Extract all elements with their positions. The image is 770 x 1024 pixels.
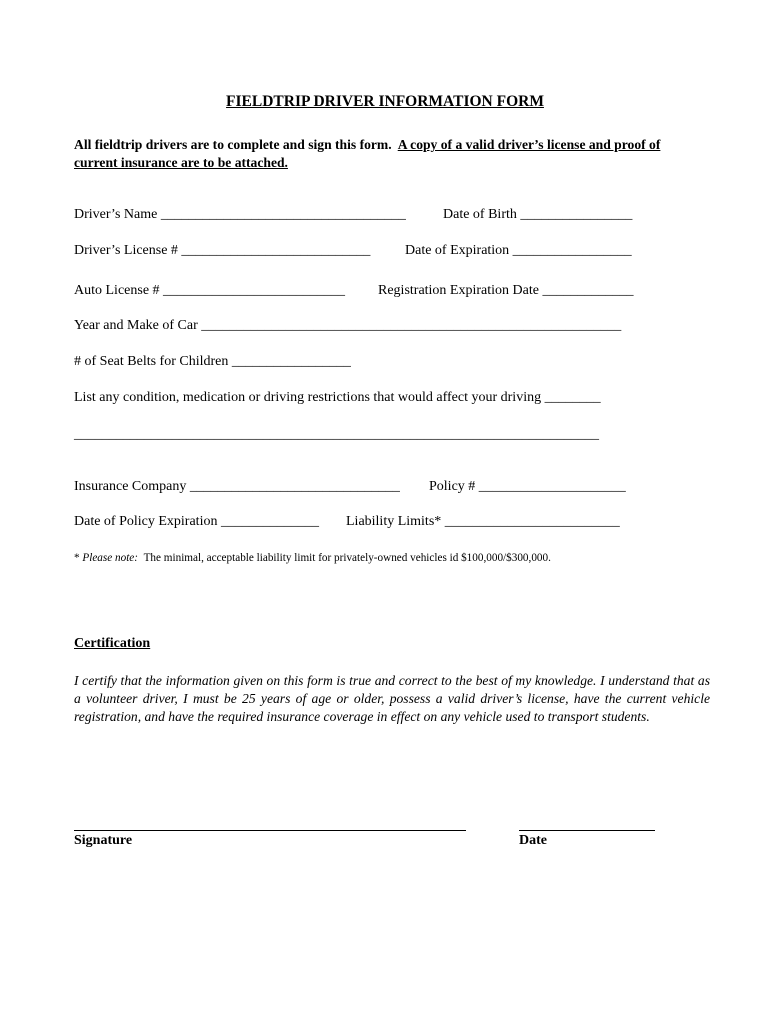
policy-number-field[interactable]: Policy # _____________________	[429, 479, 626, 494]
liability-note	[74, 552, 551, 564]
intro-attachment-requirement: A copy of a valid driver’s license and proof of current insurance are to be attached.	[74, 137, 661, 170]
drivers-name-field[interactable]: Driver’s Name ___________________________________	[74, 207, 406, 222]
signature-line[interactable]	[74, 830, 466, 831]
certification-statement: I certify that the information given on this form is true and correct to the best of my knowledge. I understand that as a volunteer driver, I must be 25 years of age or older, possess a valid driver’s license, have the current vehicle registration, and have the required insurance coverage in effect on any vehicle used to transport students.	[74, 673, 710, 724]
date-of-expiration-field[interactable]: Date of Expiration _________________	[405, 243, 632, 258]
certification-heading: Certification	[74, 636, 151, 651]
driving-restrictions-line[interactable]: ___________________________________________________________________________	[74, 427, 599, 442]
drivers-license-field[interactable]: Driver’s License # ___________________________	[74, 243, 371, 258]
note-text: The minimal, acceptable liability limit for privately-owned vehicles id $100,000/$300,000.	[143, 552, 551, 564]
date-label: Date	[519, 833, 547, 848]
intro-plain-text: All fieldtrip drivers are to complete and sign this form.	[74, 137, 392, 152]
insurance-company-field[interactable]: Insurance Company ______________________________	[74, 479, 400, 494]
date-of-birth-field[interactable]: Date of Birth ________________	[443, 207, 633, 222]
policy-expiration-field[interactable]: Date of Policy Expiration ______________	[74, 514, 319, 529]
form-title: FIELDTRIP DRIVER INFORMATION FORM	[226, 93, 544, 110]
liability-limits-field[interactable]: Liability Limits* _________________________	[346, 514, 620, 529]
registration-expiration-field[interactable]: Registration Expiration Date _____________	[378, 283, 634, 298]
driving-restrictions-field[interactable]: List any condition, medication or driving restrictions that would affect your driving ________	[74, 390, 601, 405]
note-label: Please note:	[82, 552, 138, 564]
date-line[interactable]	[519, 830, 655, 831]
year-make-car-field[interactable]: Year and Make of Car ____________________________________________________________	[74, 318, 622, 333]
note-asterisk: *	[74, 552, 83, 564]
seat-belts-field[interactable]: # of Seat Belts for Children _________________	[74, 354, 351, 369]
signature-label: Signature	[74, 833, 133, 848]
auto-license-field[interactable]: Auto License # __________________________	[74, 283, 346, 298]
intro-instructions	[74, 136, 694, 172]
